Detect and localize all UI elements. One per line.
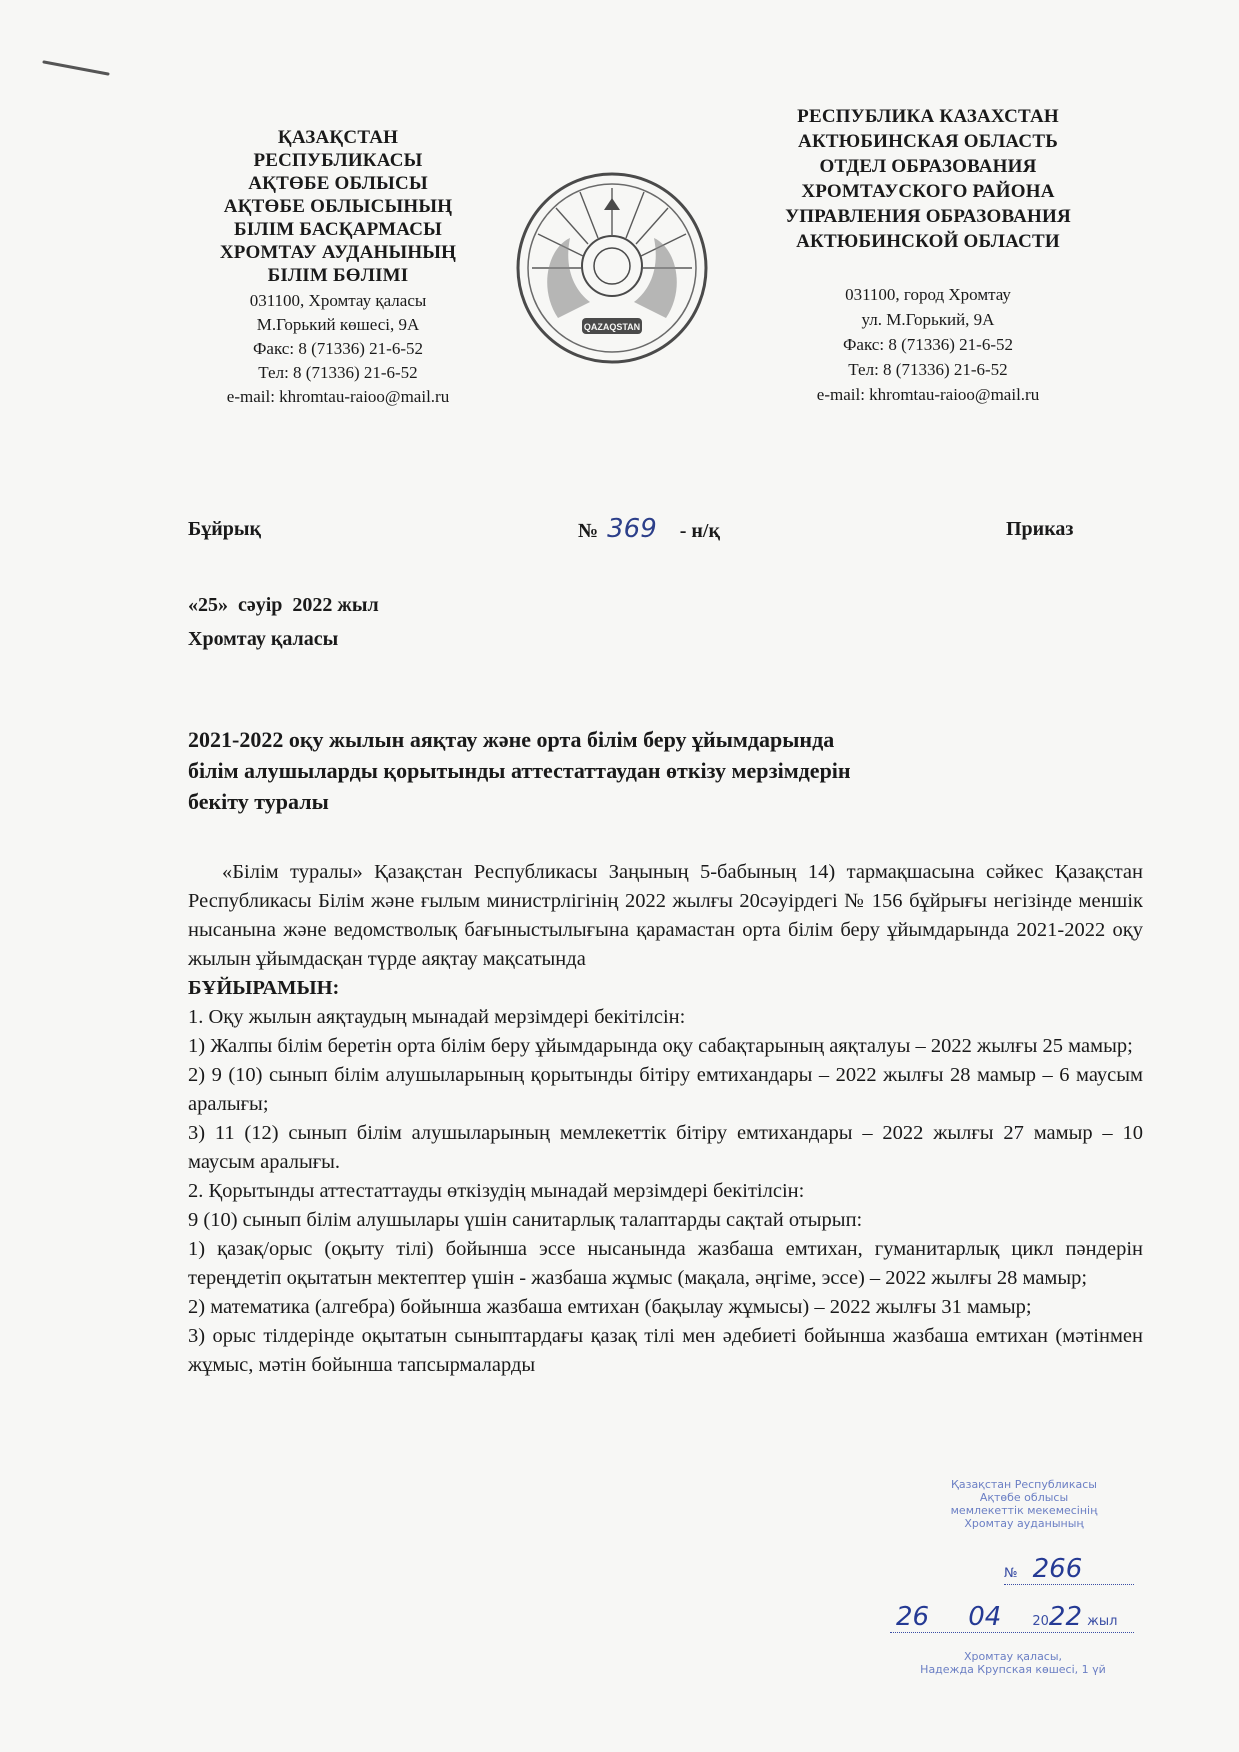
paragraph-2-item-2: 2) математика (алгебра) бойынша жазбаша емтихан (бақылау жұмысы) – 2022 жылғы 31 мамыр; — [188, 1296, 1032, 1318]
contact-email: e-mail: khromtau-raioo@mail.ru — [226, 387, 450, 406]
contact-phone: Тел: 8 (71336) 21-6-52 — [258, 363, 418, 382]
order-city: Хромтау қаласы — [188, 628, 339, 650]
header-line: УПРАВЛЕНИЯ ОБРАЗОВАНИЯ — [785, 206, 1071, 227]
header-russian — [758, 104, 1098, 407]
stamp-line: Қазақстан Республикасы — [951, 1478, 1097, 1491]
header-line: АҚТӨБЕ ОБЛЫСЫ — [248, 173, 428, 194]
stamp-line: Хромтау ауданының — [964, 1517, 1084, 1530]
header-russian-title — [758, 104, 1098, 254]
paragraph-1-item-2: 2) 9 (10) сынып білім алушыларының қорытынды бітіру емтихандары – 2022 жылғы 28 мамыр – 6 маусым аралығы; — [188, 1064, 1143, 1115]
state-emblem-icon — [508, 168, 716, 368]
contact-address: 031100, город Хромтау — [845, 285, 1011, 304]
contact-email: e-mail: khromtau-raioo@mail.ru — [816, 385, 1040, 404]
title-line: бекіту туралы — [188, 789, 329, 814]
document-title — [188, 724, 1118, 817]
title-line: 2021-2022 оқу жылын аяқтау және орта білім беру ұйымдарында — [188, 727, 835, 752]
contact-street: ул. М.Горький, 9А — [861, 310, 995, 329]
stamp-footer-line: Хромтау қаласы, — [963, 1650, 1063, 1663]
order-label-russian: Приказ — [1006, 518, 1074, 540]
stamp-header — [924, 1478, 1124, 1530]
stamp-date — [890, 1602, 1134, 1633]
stamp-footer — [884, 1650, 1142, 1676]
pen-scratch-mark — [42, 58, 112, 80]
contact-fax: Факс: 8 (71336) 21-6-52 — [253, 339, 423, 358]
header-line: РЕСПУБЛИКА КАЗАХСТАН — [797, 106, 1059, 127]
paragraph-1: 1. Оқу жылын аяқтаудың мынадай мерзімдері бекітілсін: — [188, 1006, 686, 1028]
header-line: БІЛІМ БАСҚАРМАСЫ — [233, 219, 443, 240]
header-line: ХРОМТАУСКОГО РАЙОНА — [801, 181, 1055, 202]
order-number-value: 369 — [607, 514, 657, 544]
header-line: ОТДЕЛ ОБРАЗОВАНИЯ — [819, 156, 1037, 177]
order-number-suffix: - н/қ — [679, 520, 721, 542]
stamp-number-prefix: № — [1004, 1566, 1018, 1581]
stamp-footer-line: Надежда Крупская көшесі, 1 үй — [920, 1663, 1106, 1676]
header-kazakh — [178, 126, 498, 409]
contact-address: 031100, Хромтау қаласы — [249, 291, 427, 310]
stamp-line: мемлекеттік мекемесінің — [950, 1504, 1098, 1517]
stamp-year: 22 — [1048, 1602, 1083, 1632]
stamp-day: 26 — [896, 1602, 930, 1632]
order-label-kazakh: Бұйрық — [188, 518, 262, 540]
contact-street: М.Горький көшесі, 9А — [256, 315, 420, 334]
contacts-kazakh — [178, 289, 498, 409]
order-number — [578, 514, 720, 544]
registration-stamp — [884, 1478, 1142, 1686]
paragraph-2-item-1: 1) қазақ/орыс (оқыту тілі) бойынша эссе нысанында жазбаша емтихан, гуманитарлық цикл пәндерін тереңдетіп оқытатын мектептер үшін - жазбаша жұмыс (мақала, әңгіме, эссе) – 2022 жылғы 28 мамыр; — [188, 1238, 1143, 1289]
header-line: БІЛІМ БӨЛІМІ — [267, 265, 409, 286]
order-number-prefix: № — [578, 520, 599, 542]
header-line: ХРОМТАУ АУДАНЫНЫҢ — [219, 242, 457, 263]
stamp-number-value: 266 — [1032, 1554, 1083, 1584]
paragraph-1-item-1: 1) Жалпы білім беретін орта білім беру ұйымдарында оқу сабақтарының аяқталуы – 2022 жылғы 25 мамыр; — [188, 1035, 1133, 1057]
stamp-year-prefix: 20 — [1032, 1614, 1049, 1629]
command-word: БҰЙЫРАМЫН: — [188, 977, 340, 999]
order-date: «25» сәуір 2022 жыл — [188, 594, 379, 616]
paragraph-2-intro: 9 (10) сынып білім алушылары үшін санитарлық талаптарды сақтай отырып: — [188, 1209, 863, 1231]
stamp-year-suffix: жыл — [1087, 1614, 1118, 1629]
stamp-month: 04 — [968, 1602, 1002, 1632]
contacts-russian — [758, 282, 1098, 407]
header-line: АҚТӨБЕ ОБЛЫСЫНЫҢ — [223, 196, 453, 217]
paragraph-2-item-3: 3) орыс тілдерінде оқытатын сыныптардағы қазақ тілі мен әдебиеті бойынша жазбаша емтихан (мәтінмен жұмыс, мәтін бойынша тапсырмаларды — [188, 1325, 1143, 1376]
title-line: білім алушыларды қорытынды аттестаттаудан өткізу мерзімдерін — [188, 758, 851, 783]
header-line: АКТЮБИНСКАЯ ОБЛАСТЬ — [798, 131, 1058, 152]
stamp-number — [1004, 1554, 1134, 1585]
stamp-line: Ақтөбе облысы — [979, 1491, 1069, 1504]
document-body — [188, 858, 1143, 1380]
header-line: ҚАЗАҚСТАН — [277, 127, 399, 148]
paragraph-1-item-3: 3) 11 (12) сынып білім алушыларының мемлекеттік бітіру емтихандары – 2022 жылғы 27 мамыр – 10 маусым аралығы. — [188, 1122, 1143, 1173]
paragraph-2: 2. Қорытынды аттестаттауды өткізудің мынадай мерзімдері бекітілсін: — [188, 1180, 805, 1202]
contact-phone: Тел: 8 (71336) 21-6-52 — [848, 360, 1008, 379]
header-line: РЕСПУБЛИКАСЫ — [253, 150, 423, 171]
header-line: АКТЮБИНСКОЙ ОБЛАСТИ — [796, 231, 1060, 252]
header-kazakh-title — [178, 126, 498, 287]
intro-paragraph: «Білім туралы» Қазақстан Республикасы Заңының 5-бабының 14) тармақшасына сәйкес Қазақстан Республикасы Білім және ғылым министрлігінің 2022 жылғы 20сәуірдегі № 156 бұйрығы негізінде меншік нысанына және ведомстволық бағыныстылығына қарамастан орта білім беру ұйымдарында 2021-2022 оқу жылын ұйымдасқан түрде аяқтау мақсатында — [188, 861, 1143, 970]
emblem-text: QAZAQSTAN — [583, 322, 641, 332]
contact-fax: Факс: 8 (71336) 21-6-52 — [843, 335, 1013, 354]
